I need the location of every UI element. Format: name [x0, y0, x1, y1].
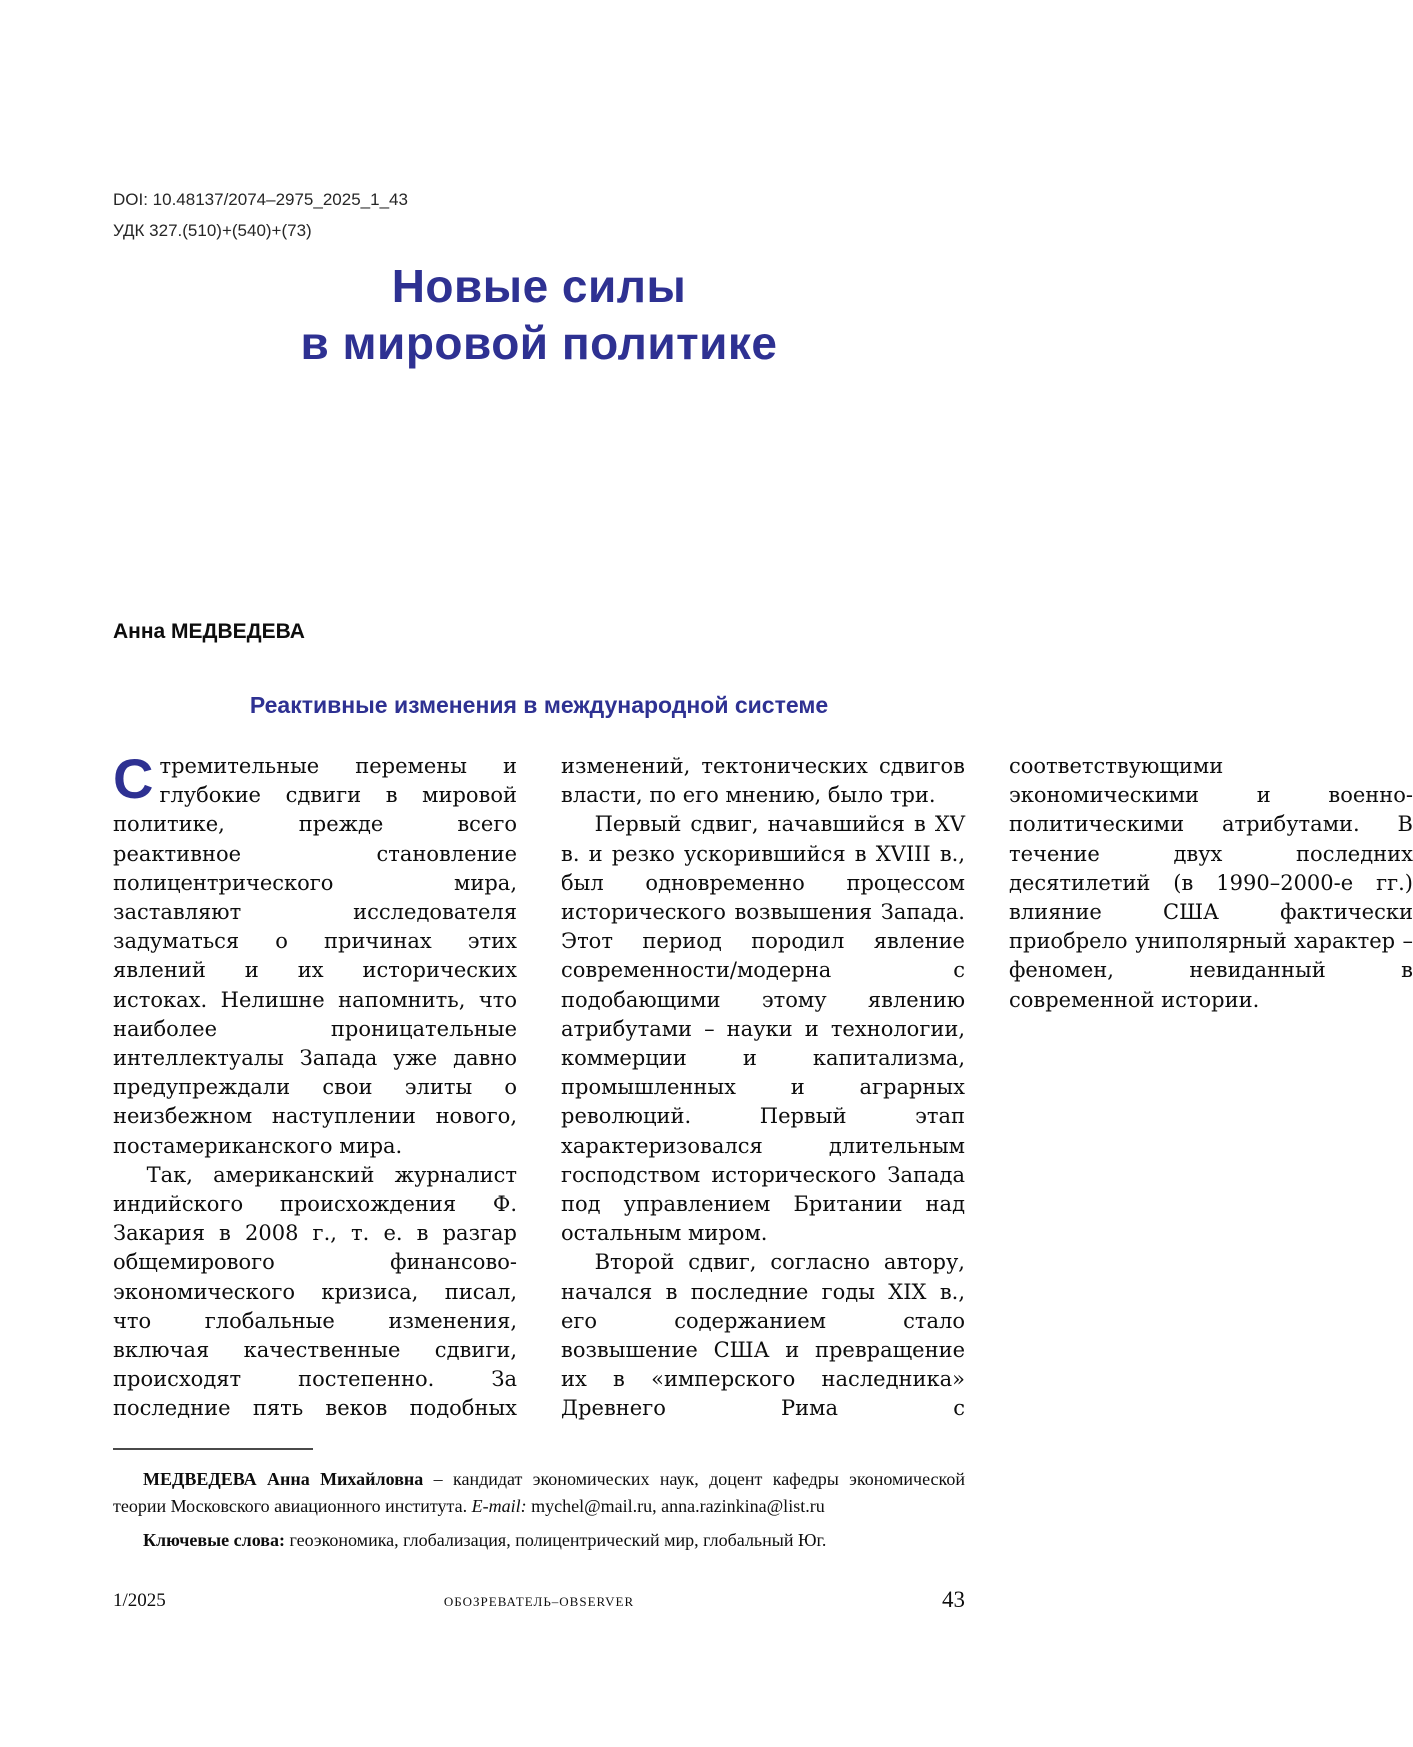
author-footnote: [113, 1466, 965, 1520]
page-footer: [113, 1587, 965, 1612]
udk-line: УДК 327.(510)+(540)+(73): [113, 221, 312, 240]
body-paragraph-2: Так, американский журналист индийского происхождения Ф. Закария в 2008 г., т. е. в разгар общемирового финансово-экономического кризиса, писал, что глобальные изменения, включая качественные сдвиги, происходят постепенно. За последние пять веков подобных изменений, тектонических сдвигов власти, по его мнению, было три.: [113, 754, 965, 1421]
author-name: Анна МЕДВЕДЕВА: [113, 620, 305, 643]
body-paragraph-1-text: тремительные перемены и глубокие сдвиги в мировой политике, прежде всего реактивное становление полицентрического мира, заставляют исследователя задуматься о причинах этих явлений и их исторических истоках. Нелишне напомнить, что наиболее проницательные интеллектуалы Запада уже давно предупреждали свои элиты о неизбежном наступлении нового, постамериканского мира.: [113, 754, 517, 1158]
article-title-line-1: Новые силы: [391, 260, 687, 312]
body-paragraph-3: Первый сдвиг, начавшийся в XV в. и резко ускорившийся в XVIII в., был одновременно процессом исторического возвышения Запада. Этот период породил явление современности/модерна с подобающими этому явлению атрибутами – науки и технологии, коммерции и капитализма, промышленных и аграрных революций. Первый этап характеризовался длительным господством исторического Запада под управлением Британии над остальным миром.: [561, 812, 965, 1246]
keywords-list: геоэкономика, глобализация, полицентрический мир, глобальный Юг.: [284, 1530, 827, 1550]
email-label: E-mail:: [471, 1496, 527, 1516]
journal-name: ОБОЗРЕВАТЕЛЬ–OBSERVER: [443, 1594, 635, 1609]
footnote-divider: [113, 1448, 313, 1450]
article-title-line-2: в мировой политике: [300, 317, 778, 369]
page-number: 43: [942, 1587, 965, 1612]
doi-line: DOI: 10.48137/2074–2975_2025_1_43: [113, 190, 408, 209]
body-paragraph-1: [113, 747, 517, 1161]
keywords-line: [113, 1527, 965, 1554]
dropcap-letter: С: [113, 747, 154, 810]
article-body: [113, 747, 1413, 1444]
email-addresses: mychel@mail.ru, anna.razinkina@list.ru: [526, 1496, 825, 1516]
keywords-label: Ключевые слова:: [143, 1530, 285, 1550]
footnote-block: [113, 1448, 965, 1554]
body-paragraph-4: Второй сдвиг, согласно автору, начался в последние годы XIX в., его содержанием стало возвышение США и превращение их в «имперского наследника» Древнего Рима с соответствующими экономическими и военно-политическими атрибутами. В течение двух последних десятилетий (в 1990–2000-е гг.) влияние США фактически приобрело униполярный характер – феномен, невиданный в современной истории.: [561, 754, 1413, 1421]
footnote-author-name: МЕДВЕДЕВА Анна Михайловна: [143, 1469, 424, 1489]
article-title: [113, 258, 965, 372]
footnote-author-description: – кандидат экономических наук, доцент кафедры экономической теории Московского авиационного института.: [113, 1469, 965, 1516]
section-heading: Реактивные изменения в международной системе: [249, 692, 829, 718]
issue-number: 1/2025: [113, 1590, 166, 1611]
article-meta: [113, 184, 965, 246]
